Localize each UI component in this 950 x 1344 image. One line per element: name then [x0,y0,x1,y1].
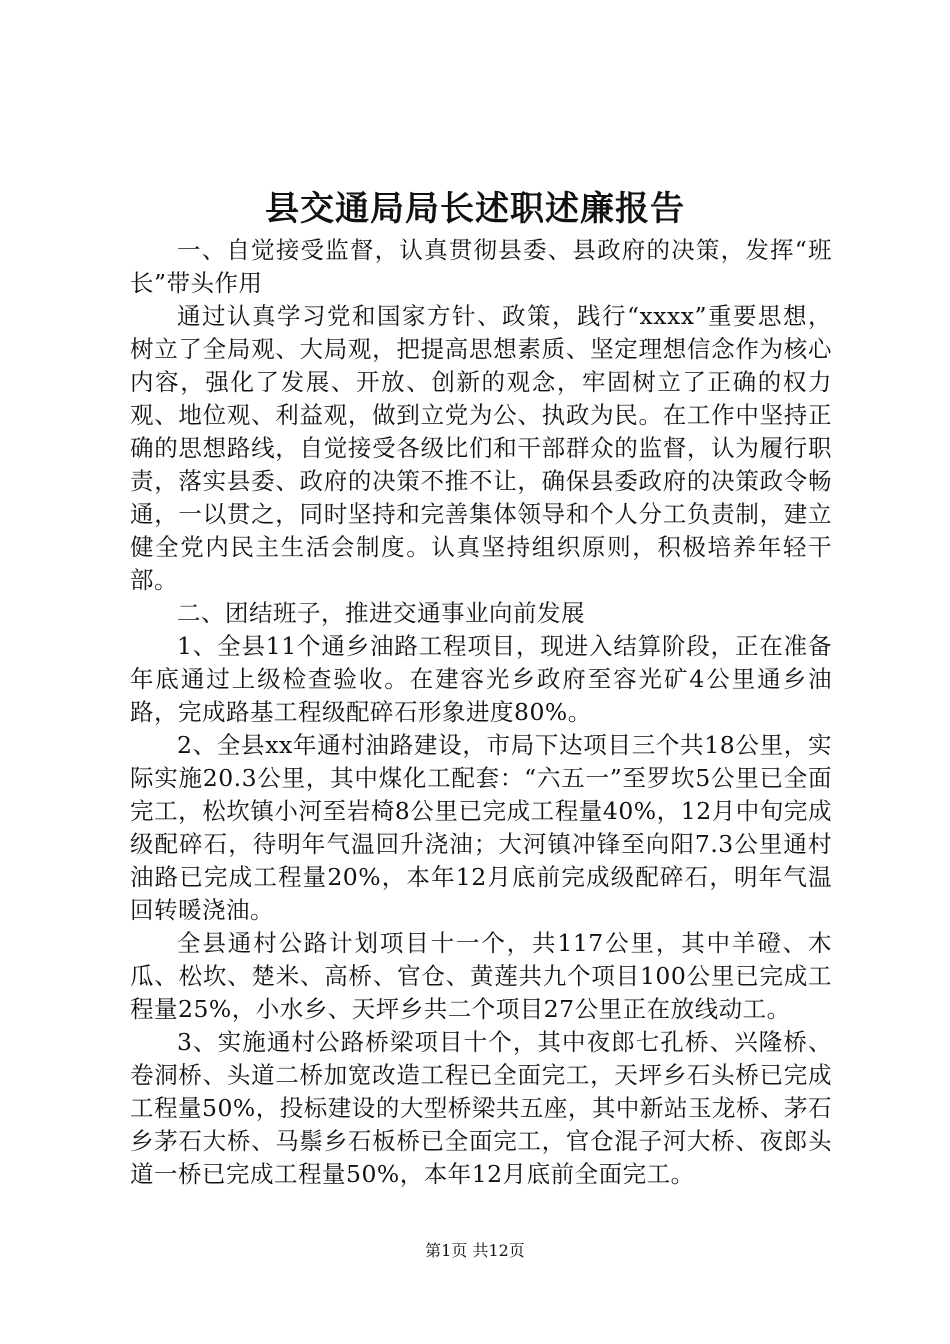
document-title: 县交通局局长述职述廉报告 [265,189,685,229]
page-footer: 第1页 共12页 [425,1241,525,1260]
paragraph-section-one-heading: 一、自觉接受监督，认真贯彻县委、县政府的决策，发挥“班长”带头作用 [130,236,832,297]
paragraph-village-roads: 全县通村公路计划项目十一个，共117公里，其中羊磴、木瓜、松坎、楚米、高桥、官仓、黄莲共九个项目100公里已完成工程量25%，小水乡、天坪乡共二个项目27公里正在放线动工。 [130,929,832,1023]
paragraph-section-two-heading: 二、团结班子，推进交通事业向前发展 [177,599,585,627]
paragraph-item-two: 2、全县xx年通村油路建设，市局下达项目三个共18公里，实际实施20.3公里，其中煤化工配套：“六五一”至罗坎5公里已全面完工，松坎镇小河至岩椅8公里已完成工程量40%，12月中旬完成级配碎石，待明年气温回升浇油；大河镇冲锋至向阳7.3公里通村油路已完成工程量20%，本年12月底前完成级配碎石，明年气温回转暖浇油。 [130,731,832,924]
paragraph-item-three: 3、实施通村公路桥梁项目十个，其中夜郎七孔桥、兴隆桥、卷洞桥、头道二桥加宽改造工程已全面完工，天坪乡石头桥已完成工程量50%，投标建设的大型桥梁共五座，其中新站玉龙桥、茅石乡茅石大桥、马鬃乡石板桥已全面完工，官仓混子河大桥、夜郎头道一桥已完成工程量50%，本年12月底前全面完工。 [130,1028,832,1188]
document-body [130,234,832,1191]
paragraph-study-policy: 通过认真学习党和国家方针、政策，践行“xxxx”重要思想，树立了全局观、大局观，把提高思想素质、坚定理想信念作为核心内容，强化了发展、开放、创新的观念，牢固树立了正确的权力观、地位观、利益观，做到立党为公、执政为民。在工作中坚持正确的思想路线，自觉接受各级比们和干部群众的监督，认为履行职责，落实县委、政府的决策不推不让，确保县委政府的决策政令畅通，一以贯之，同时坚持和完善集体领导和个人分工负责制，建立健全党内民主生活会制度。认真坚持组织原则，积极培养年轻干部。 [130,302,832,594]
paragraph-item-one: 1、全县11个通乡油路工程项目，现进入结算阶段，正在准备年底通过上级检查验收。在建容光乡政府至容光矿4公里通乡油路，完成路基工程级配碎石形象进度80%。 [130,632,832,726]
